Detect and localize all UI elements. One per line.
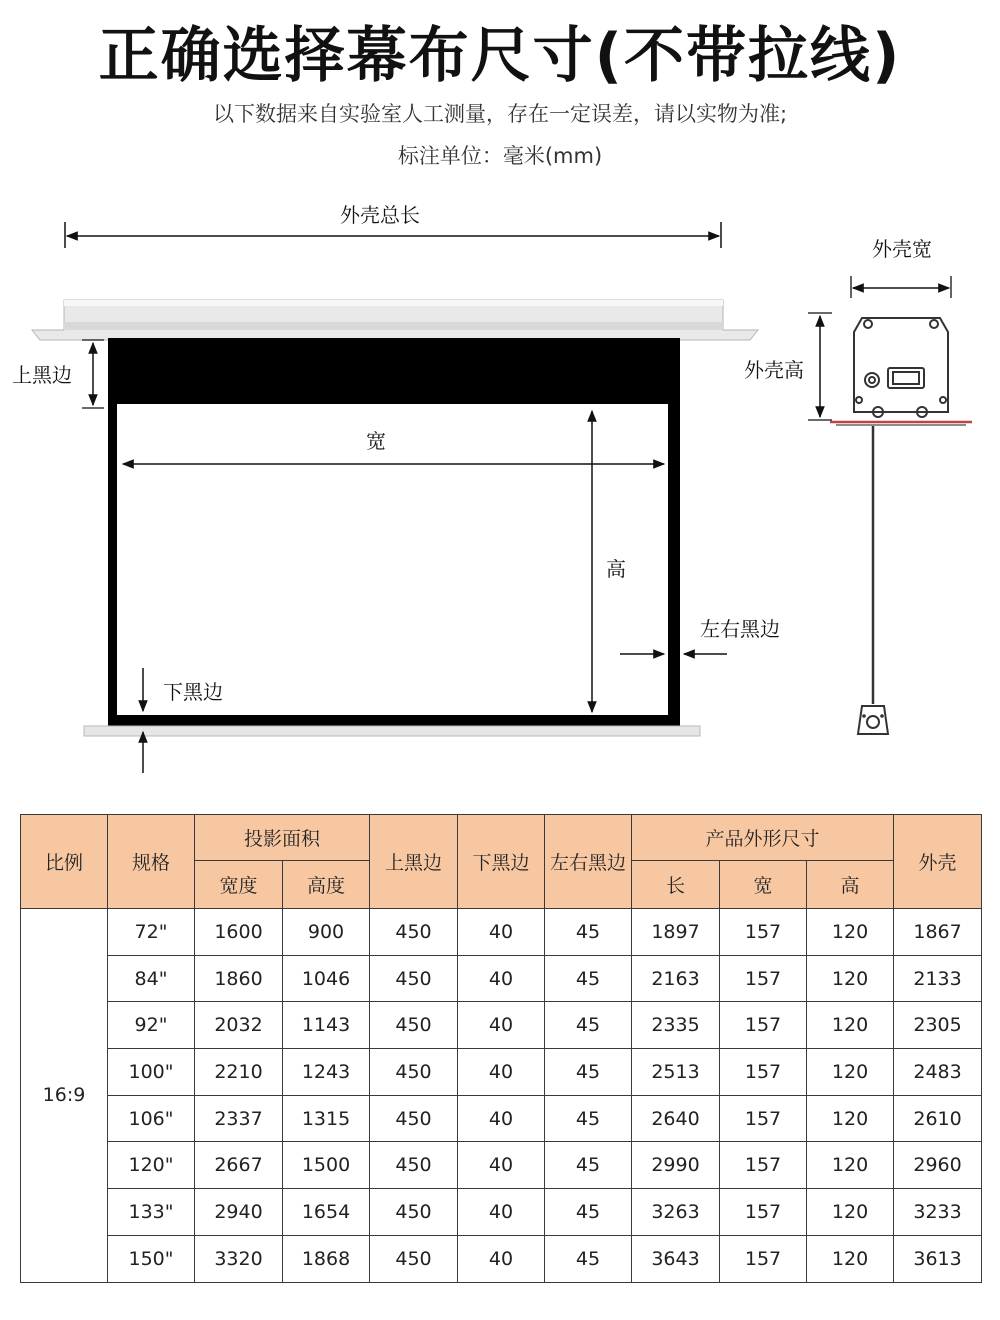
cell-shell: 1867 <box>894 909 982 956</box>
cell-prod-height: 120 <box>807 909 894 956</box>
table-row <box>21 955 982 1002</box>
cell-bottom: 40 <box>458 1142 545 1189</box>
cell-prod-width: 157 <box>720 1049 807 1096</box>
label-height: 高 <box>606 557 626 581</box>
cell-width: 2667 <box>195 1142 283 1189</box>
cell-top: 450 <box>370 1235 458 1282</box>
cell-side: 45 <box>545 1002 632 1049</box>
cell-prod-width: 157 <box>720 909 807 956</box>
cell-height: 1500 <box>283 1142 370 1189</box>
label-top-black-border: 上黑边 <box>12 363 72 387</box>
label-shell-width: 外壳宽 <box>872 237 932 261</box>
cell-prod-height: 120 <box>807 1235 894 1282</box>
cell-shell: 2483 <box>894 1049 982 1096</box>
cell-shell: 2133 <box>894 955 982 1002</box>
cell-bottom: 40 <box>458 955 545 1002</box>
cell-bottom: 40 <box>458 1095 545 1142</box>
cell-length: 2335 <box>632 1002 720 1049</box>
header-top-black: 上黑边 <box>370 815 458 909</box>
cell-bottom: 40 <box>458 909 545 956</box>
cell-shell: 2960 <box>894 1142 982 1189</box>
cell-prod-height: 120 <box>807 1095 894 1142</box>
cell-top: 450 <box>370 955 458 1002</box>
cell-width: 2337 <box>195 1095 283 1142</box>
cell-length: 3263 <box>632 1189 720 1236</box>
table-row <box>21 1142 982 1189</box>
cell-top: 450 <box>370 1095 458 1142</box>
cell-length: 2990 <box>632 1142 720 1189</box>
label-side-black-border: 左右黑边 <box>700 617 780 641</box>
cell-bottom: 40 <box>458 1049 545 1096</box>
cell-width: 2032 <box>195 1002 283 1049</box>
cell-width: 3320 <box>195 1235 283 1282</box>
cell-height: 1315 <box>283 1095 370 1142</box>
subtitle-note: 以下数据来自实验室人工测量，存在一定误差，请以实物为准; <box>212 102 788 126</box>
cell-side: 45 <box>545 1049 632 1096</box>
header-projection-area: 投影面积 <box>195 815 370 861</box>
label-shell-total-length: 外壳总长 <box>340 203 420 227</box>
cell-prod-height: 120 <box>807 1049 894 1096</box>
cell-spec: 106" <box>108 1095 195 1142</box>
cell-prod-width: 157 <box>720 955 807 1002</box>
cell-top: 450 <box>370 1142 458 1189</box>
cell-side: 45 <box>545 1235 632 1282</box>
cell-prod-width: 157 <box>720 1189 807 1236</box>
cell-spec: 100" <box>108 1049 195 1096</box>
cell-length: 2513 <box>632 1049 720 1096</box>
cell-top: 450 <box>370 1049 458 1096</box>
page-title: 正确选择幕布尺寸(不带拉线) <box>98 21 902 91</box>
cell-side: 45 <box>545 1189 632 1236</box>
header-side-black: 左右黑边 <box>545 815 632 909</box>
table-row <box>21 1235 982 1282</box>
table-row <box>21 1189 982 1236</box>
cell-shell: 3613 <box>894 1235 982 1282</box>
cell-prod-height: 120 <box>807 955 894 1002</box>
header-prod-width: 宽 <box>720 861 807 909</box>
cell-bottom: 40 <box>458 1189 545 1236</box>
cell-height: 1046 <box>283 955 370 1002</box>
cell-width: 2210 <box>195 1049 283 1096</box>
subtitle-unit: 标注单位：毫米(mm) <box>397 144 603 168</box>
header-width: 宽度 <box>195 861 283 909</box>
cell-side: 45 <box>545 1142 632 1189</box>
cell-prod-width: 157 <box>720 1002 807 1049</box>
cell-spec: 72" <box>108 909 195 956</box>
header-prod-height: 高 <box>807 861 894 909</box>
header-ratio: 比例 <box>21 815 108 909</box>
table-row <box>21 1095 982 1142</box>
table-row <box>21 1002 982 1049</box>
cell-side: 45 <box>545 1095 632 1142</box>
cell-height: 1654 <box>283 1189 370 1236</box>
table-row <box>21 1049 982 1096</box>
cell-top: 450 <box>370 1189 458 1236</box>
cell-length: 2163 <box>632 955 720 1002</box>
cell-shell: 2610 <box>894 1095 982 1142</box>
header-product-size: 产品外形尺寸 <box>632 815 894 861</box>
header-length: 长 <box>632 861 720 909</box>
cell-side: 45 <box>545 955 632 1002</box>
cell-spec: 120" <box>108 1142 195 1189</box>
cell-length: 3643 <box>632 1235 720 1282</box>
bottom-weight-bar <box>84 726 700 736</box>
cell-spec: 133" <box>108 1189 195 1236</box>
cell-side: 45 <box>545 909 632 956</box>
cell-spec: 150" <box>108 1235 195 1282</box>
ratio-cell: 16:9 <box>21 909 108 1283</box>
cell-shell: 3233 <box>894 1189 982 1236</box>
label-bottom-black-border: 下黑边 <box>163 680 223 704</box>
header-height: 高度 <box>283 861 370 909</box>
cell-height: 1243 <box>283 1049 370 1096</box>
cell-width: 1860 <box>195 955 283 1002</box>
screen-white-area <box>117 404 668 715</box>
header-shell: 外壳 <box>894 815 982 909</box>
cell-length: 2640 <box>632 1095 720 1142</box>
cell-spec: 92" <box>108 1002 195 1049</box>
cell-height: 900 <box>283 909 370 956</box>
header-spec: 规格 <box>108 815 195 909</box>
cell-width: 2940 <box>195 1189 283 1236</box>
cell-top: 450 <box>370 909 458 956</box>
cell-prod-width: 157 <box>720 1142 807 1189</box>
size-spec-table <box>20 814 982 1283</box>
label-width: 宽 <box>366 429 386 453</box>
cell-prod-height: 120 <box>807 1142 894 1189</box>
cell-prod-height: 120 <box>807 1002 894 1049</box>
cell-width: 1600 <box>195 909 283 956</box>
cell-prod-width: 157 <box>720 1235 807 1282</box>
cell-prod-width: 157 <box>720 1095 807 1142</box>
header-bottom-black: 下黑边 <box>458 815 545 909</box>
cell-height: 1143 <box>283 1002 370 1049</box>
cell-shell: 2305 <box>894 1002 982 1049</box>
wall-switch-icon <box>858 706 888 734</box>
label-shell-height: 外壳高 <box>744 358 804 382</box>
cell-prod-height: 120 <box>807 1189 894 1236</box>
cell-length: 1897 <box>632 909 720 956</box>
cell-spec: 84" <box>108 955 195 1002</box>
cell-bottom: 40 <box>458 1235 545 1282</box>
table-row <box>21 909 982 956</box>
cell-top: 450 <box>370 1002 458 1049</box>
cell-bottom: 40 <box>458 1002 545 1049</box>
housing-side-view <box>854 318 948 417</box>
cell-height: 1868 <box>283 1235 370 1282</box>
